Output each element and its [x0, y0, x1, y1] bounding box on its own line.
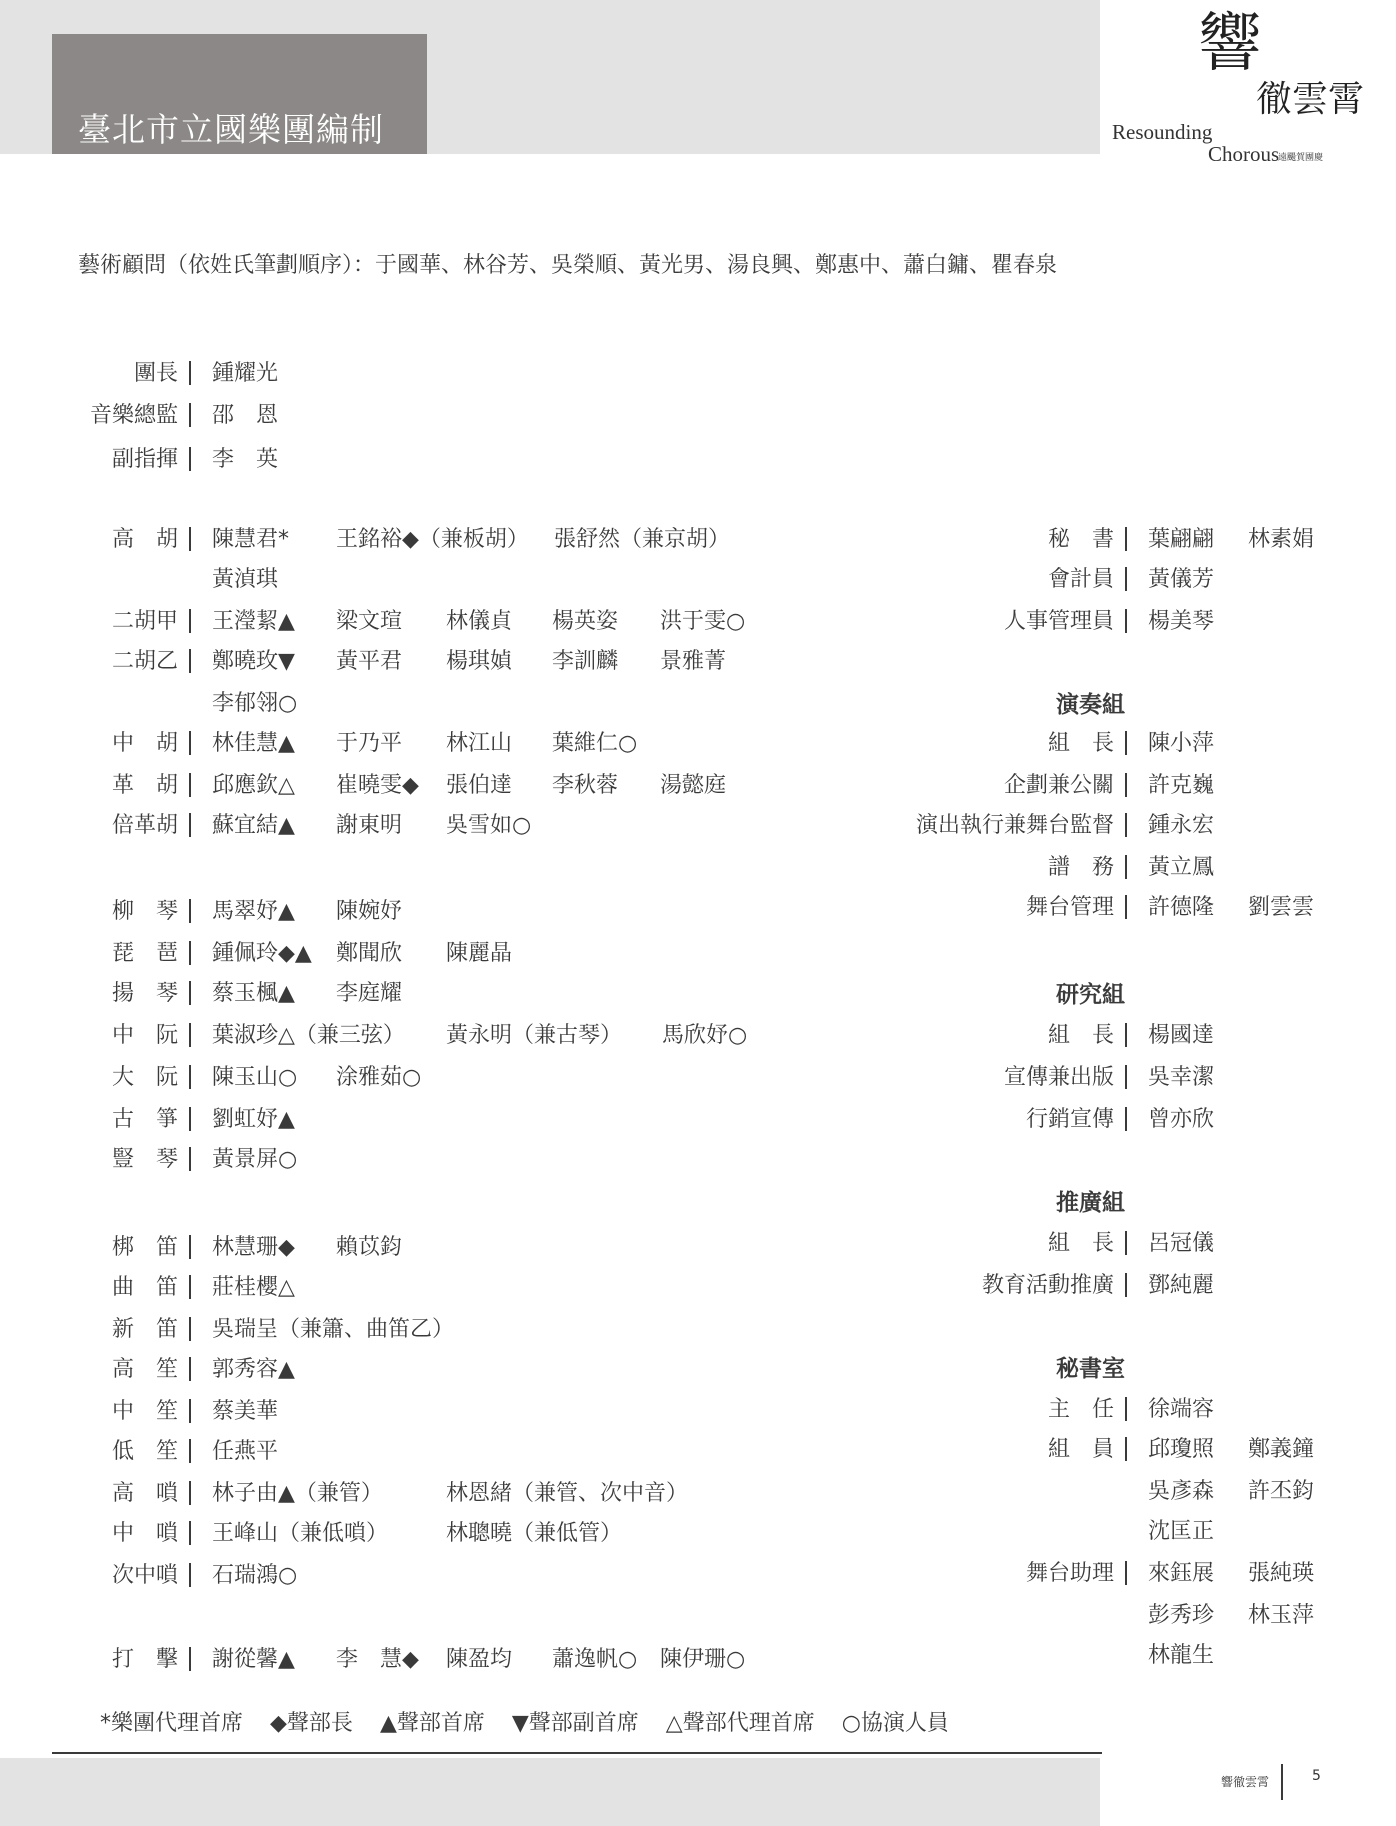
role-label: 秘 書	[1047, 527, 1114, 552]
member-name: 洪于雯○	[660, 609, 746, 634]
role-label: 琵 琶	[111, 941, 178, 966]
roster-row	[0, 1514, 1396, 1546]
role-label: 行銷宣傳	[1025, 1107, 1114, 1132]
footer-band	[0, 1758, 1100, 1826]
member-name: 邱瓊照	[1148, 1437, 1215, 1462]
role-label: 打 擊	[111, 1647, 178, 1672]
member-name: 林子由▲（兼管）	[212, 1481, 383, 1506]
member-name: 梁文瑄	[336, 609, 403, 634]
member-name: 王峰山（兼低嗩）	[212, 1521, 389, 1546]
role-divider	[1125, 731, 1127, 755]
role-label: 豎 琴	[111, 1147, 178, 1172]
section-heading: 研究組	[1056, 982, 1125, 1008]
role-label: 次中嗩	[111, 1563, 178, 1588]
role-label: 古 箏	[111, 1107, 178, 1132]
roster-row	[0, 686, 1396, 718]
member-name: 鄭義鐘	[1248, 1437, 1315, 1462]
role-label: 曲 笛	[111, 1275, 178, 1300]
role-divider	[1125, 1273, 1127, 1297]
role-divider	[1125, 1397, 1127, 1421]
member-name: 陳婉妤	[336, 899, 403, 924]
footer-divider	[1281, 1764, 1283, 1800]
role-divider	[189, 403, 191, 427]
role-label: 主 任	[1047, 1397, 1114, 1422]
member-name: 呂冠儀	[1148, 1231, 1215, 1256]
role-label: 高 嗩	[111, 1481, 178, 1506]
legend-divider	[52, 1752, 1102, 1754]
member-name: 蘇宜結▲	[212, 813, 295, 838]
role-divider	[1125, 567, 1127, 591]
member-name: 黃立鳳	[1148, 855, 1215, 880]
member-name: 謝東明	[336, 813, 403, 838]
role-divider	[1125, 1437, 1127, 1461]
legend-item: ▼聲部副首席	[511, 1711, 639, 1736]
role-divider	[189, 981, 191, 1005]
member-name: 許丕鈞	[1248, 1479, 1315, 1504]
role-label: 梆 笛	[111, 1235, 178, 1260]
member-name: 王瀅絜▲	[212, 609, 295, 634]
role-divider	[1125, 1231, 1127, 1255]
roster-row	[0, 442, 1396, 474]
roster-row	[0, 1474, 1396, 1506]
member-name: 陳小萍	[1148, 731, 1215, 756]
role-label: 舞台助理	[1025, 1561, 1114, 1586]
member-name: 賴苡鈞	[336, 1235, 403, 1260]
member-name: 陳慧君*	[212, 527, 290, 552]
member-name: 郭秀容▲	[212, 1357, 295, 1382]
member-name: 李庭耀	[336, 981, 403, 1006]
footer-title: 響徹雲霄	[1221, 1775, 1270, 1789]
member-name: 吳雪如○	[446, 813, 532, 838]
member-name: 李 慧◆	[336, 1647, 419, 1672]
role-label: 大 阮	[111, 1065, 178, 1090]
member-name: 許克巍	[1148, 773, 1215, 798]
role-label: 組 長	[1047, 1023, 1114, 1048]
member-name: 楊美琴	[1148, 609, 1215, 634]
member-name: 黃景屏○	[212, 1147, 298, 1172]
member-name: 任燕平	[212, 1439, 279, 1464]
roster-row	[0, 976, 1396, 1008]
member-name: 林儀貞	[446, 609, 513, 634]
roster-row	[0, 768, 1396, 800]
section-heading: 推廣組	[1056, 1190, 1125, 1216]
member-name: 楊英姿	[552, 609, 619, 634]
role-label: 音樂總監	[89, 403, 178, 428]
role-label: 中 胡	[111, 731, 178, 756]
role-divider	[1125, 773, 1127, 797]
member-name: 林素娟	[1248, 527, 1315, 552]
member-name: 林佳慧▲	[212, 731, 295, 756]
role-label: 低 笙	[111, 1439, 178, 1464]
member-name: 吳彥森	[1148, 1479, 1215, 1504]
member-name: 陳麗晶	[446, 941, 513, 966]
role-label: 中 嗩	[111, 1521, 178, 1546]
roster-row	[0, 1060, 1396, 1092]
logo-glyph-large: 響	[1198, 7, 1262, 81]
member-name: 林聰曉（兼低管）	[446, 1521, 623, 1546]
member-name: 謝從馨▲	[212, 1647, 295, 1672]
member-name: 馬欣妤○	[662, 1023, 748, 1048]
member-name: 黃湞琪	[212, 567, 279, 592]
member-name: 葉維仁○	[552, 731, 638, 756]
section-heading: 秘書室	[1056, 1356, 1125, 1382]
roster-row	[0, 808, 1396, 840]
roster-row	[0, 1268, 1396, 1300]
member-name: 沈匡正	[1148, 1519, 1215, 1544]
role-label: 副指揮	[111, 447, 178, 472]
roster-row	[0, 1142, 1396, 1174]
member-name: 黃儀芳	[1148, 567, 1215, 592]
roster-row	[0, 936, 1396, 968]
legend-item: ▲聲部首席	[379, 1711, 485, 1736]
member-name: 莊桂櫻△	[212, 1275, 295, 1300]
member-name: 馬翠妤▲	[212, 899, 295, 924]
role-label: 團長	[133, 361, 178, 386]
member-name: 鄭聞欣	[336, 941, 403, 966]
role-divider	[1125, 1561, 1127, 1585]
member-name: 黃平君	[336, 649, 403, 674]
role-label: 會計員	[1047, 567, 1114, 592]
member-name: 蕭逸帆○	[552, 1647, 638, 1672]
roster-row	[0, 644, 1396, 676]
role-label: 演出執行兼舞台監督	[915, 813, 1114, 838]
legend	[100, 1706, 969, 1737]
role-divider	[189, 649, 191, 673]
roster-row	[0, 890, 1396, 922]
member-name: 石瑞鴻○	[212, 1563, 298, 1588]
roster-row	[0, 726, 1396, 758]
logo-english-line2: Chorous	[1208, 142, 1280, 166]
member-name: 蔡玉楓▲	[212, 981, 295, 1006]
member-name: 張伯達	[446, 773, 513, 798]
role-divider	[189, 1317, 191, 1341]
legend-item: ◆聲部長	[270, 1711, 353, 1736]
member-name: 楊琪媜	[446, 649, 513, 674]
member-name: 李郁翎○	[212, 691, 298, 716]
roster-row	[0, 1102, 1396, 1134]
member-name: 張舒然（兼京胡）	[554, 527, 731, 552]
member-name: 林恩緒（兼管、次中音）	[446, 1481, 689, 1506]
logo	[1108, 8, 1388, 168]
member-name: 李 英	[212, 447, 279, 472]
member-name: 來鈺展	[1148, 1561, 1215, 1586]
roster-row	[0, 1556, 1396, 1588]
role-label: 揚 琴	[111, 981, 178, 1006]
role-divider	[1125, 527, 1127, 551]
role-divider	[1125, 1107, 1127, 1131]
role-label: 二胡乙	[111, 649, 178, 674]
section-heading: 演奏組	[1056, 692, 1125, 718]
roster-row	[0, 1392, 1396, 1424]
member-name: 涂雅茹○	[336, 1065, 422, 1090]
roster-row	[0, 1432, 1396, 1464]
role-divider	[189, 361, 191, 385]
role-label: 高 胡	[111, 527, 178, 552]
member-name: 劉雲雲	[1248, 895, 1315, 920]
roster-row	[0, 1226, 1396, 1258]
member-name: 林慧珊◆	[212, 1235, 295, 1260]
role-label: 人事管理員	[1003, 609, 1114, 634]
member-name: 邱應欽△	[212, 773, 295, 798]
legend-item: *樂團代理首席	[100, 1711, 244, 1736]
roster-row	[0, 356, 1396, 388]
role-label: 二胡甲	[111, 609, 178, 634]
member-name: 鄧純麗	[1148, 1273, 1215, 1298]
role-label: 企劃兼公關	[1003, 773, 1114, 798]
member-name: 李訓麟	[552, 649, 619, 674]
logo-english-line1: Resounding	[1112, 120, 1213, 144]
member-name: 張純瑛	[1248, 1561, 1315, 1586]
role-divider	[1125, 1023, 1127, 1047]
roster-row	[0, 522, 1396, 554]
member-name: 李秋蓉	[552, 773, 619, 798]
member-name: 劉虹妤▲	[212, 1107, 295, 1132]
member-name: 黃永明（兼古琴）	[446, 1023, 623, 1048]
member-name: 崔曉雯◆	[336, 773, 419, 798]
member-name: 鍾佩玲◆▲	[212, 941, 312, 966]
page-number: 5	[1312, 1768, 1321, 1784]
role-divider	[189, 941, 191, 965]
role-divider	[189, 1147, 191, 1171]
legend-item: ○協演人員	[841, 1711, 949, 1736]
role-label: 組 員	[1047, 1437, 1114, 1462]
roster-row	[0, 562, 1396, 594]
member-name: 許德隆	[1148, 895, 1215, 920]
roster-row	[0, 1638, 1396, 1670]
member-name: 于乃平	[336, 731, 403, 756]
member-name: 邵 恩	[212, 403, 279, 428]
legend-item: △聲部代理首席	[665, 1711, 815, 1736]
role-divider	[1125, 855, 1127, 879]
logo-glyph-small: 徹雲霄	[1256, 79, 1365, 120]
advisors-line: 藝術顧問（依姓氏筆劃順序）：于國華、林谷芳、吳榮順、黃光男、湯良興、鄭惠中、蕭白鏞、瞿春泉	[78, 253, 1058, 278]
member-name: 鍾耀光	[212, 361, 279, 386]
role-divider	[1125, 813, 1127, 837]
role-label: 高 笙	[111, 1357, 178, 1382]
role-divider	[189, 447, 191, 471]
role-label: 柳 琴	[111, 899, 178, 924]
logo-tagline: 遠颺賀團慶	[1278, 153, 1324, 163]
member-name: 彭秀珍	[1148, 1603, 1215, 1628]
role-divider	[1125, 609, 1127, 633]
role-label: 組 長	[1047, 1231, 1114, 1256]
roster-row	[0, 1312, 1396, 1344]
role-label: 中 阮	[111, 1023, 178, 1048]
member-name: 景雅菁	[660, 649, 727, 674]
roster-row	[0, 1598, 1396, 1630]
member-name: 吳瑞呈（兼簫、曲笛乙）	[212, 1317, 455, 1342]
role-label: 中 笙	[111, 1399, 178, 1424]
role-label: 舞台管理	[1025, 895, 1114, 920]
role-label: 組 長	[1047, 731, 1114, 756]
roster-row	[0, 1352, 1396, 1384]
role-divider	[189, 1357, 191, 1381]
member-name: 林江山	[446, 731, 513, 756]
role-label: 倍革胡	[111, 813, 178, 838]
roster-row	[0, 604, 1396, 636]
member-name: 陳盈均	[446, 1647, 513, 1672]
member-name: 葉翩翩	[1148, 527, 1215, 552]
member-name: 楊國達	[1148, 1023, 1215, 1048]
role-divider	[1125, 895, 1127, 919]
member-name: 鍾永宏	[1148, 813, 1215, 838]
member-name: 徐端容	[1148, 1397, 1215, 1422]
member-name: 王銘裕◆（兼板胡）	[336, 527, 529, 552]
roster-row	[0, 1018, 1396, 1050]
roster-row	[0, 850, 1396, 882]
page-title: 臺北市立國樂團編制	[78, 110, 384, 149]
member-name: 陳玉山○	[212, 1065, 298, 1090]
member-name: 葉淑珍△（兼三弦）	[212, 1023, 405, 1048]
member-name: 陳伊珊○	[660, 1647, 746, 1672]
role-label: 宣傳兼出版	[1003, 1065, 1114, 1090]
role-label: 革 胡	[111, 773, 178, 798]
role-label: 譜 務	[1047, 855, 1114, 880]
role-label: 新 笛	[111, 1317, 178, 1342]
member-name: 林玉萍	[1248, 1603, 1315, 1628]
member-name: 湯懿庭	[660, 773, 727, 798]
roster-row	[0, 398, 1396, 430]
role-divider	[1125, 1065, 1127, 1089]
member-name: 曾亦欣	[1148, 1107, 1215, 1132]
member-name: 鄭曉玫▼	[212, 649, 295, 674]
member-name: 吳幸潔	[1148, 1065, 1215, 1090]
member-name: 林龍生	[1148, 1643, 1215, 1668]
role-label: 教育活動推廣	[981, 1273, 1114, 1298]
member-name: 蔡美華	[212, 1399, 279, 1424]
